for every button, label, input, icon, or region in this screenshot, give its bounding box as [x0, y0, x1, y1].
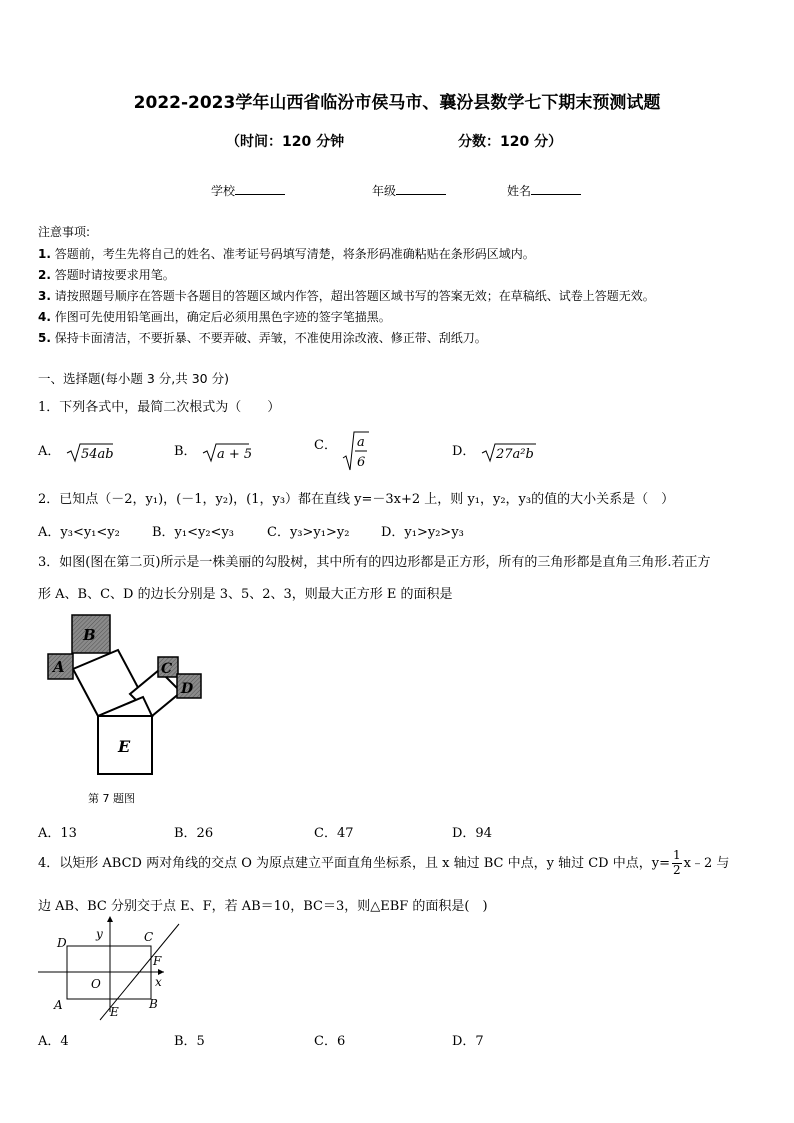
q3-stem-line1: 3．如图(图在第二页)所示是一株美丽的勾股树，其中所有的四边形都是正方形，所有的三角形都是直角三角形.若正方	[38, 555, 711, 570]
q3-option-d[interactable]: D．94	[452, 826, 492, 841]
page-title: 2022-2023学年山西省临汾市侯马市、襄汾县数学七下期末预测试题	[133, 93, 661, 113]
svg-text:y: y	[96, 927, 103, 941]
svg-text:C: C	[144, 930, 154, 944]
q2-option-b[interactable]: B．y₁<y₂<y₃	[152, 525, 235, 540]
section-heading: 一、选择题(每小题 3 分,共 30 分)	[38, 371, 229, 386]
label-b: B	[83, 626, 96, 644]
q4-option-c[interactable]: C．6	[314, 1034, 346, 1049]
q4-stem-line1: 4．以矩形 ABCD 两对角线的交点 O 为原点建立平面直角坐标系，且 x 轴过 BC 中点，y 轴过 CD 中点，y= $\frac{1}{2}$ x﹣2 与	[38, 848, 730, 877]
label-e: E	[118, 737, 131, 756]
note-item: 2. 答题时请按要求用笔。	[38, 268, 175, 282]
q4-option-d[interactable]: D．7	[452, 1034, 484, 1049]
q4-stem-line2: 边 AB、BC 分别交于点 E、F，若 AB＝10，BC＝3，则△EBF 的面积是( )	[38, 899, 488, 914]
q1-stem: 1．下列各式中，最简二次根式为（ ）	[38, 400, 281, 415]
notes-heading: 注意事项:	[38, 225, 91, 239]
svg-text:x: x	[155, 975, 162, 989]
note-item: 5. 保持卡面清洁，不要折暴、不要弄破、弄皱，不准使用涂改液、修正带、刮纸刀。	[38, 331, 487, 345]
svg-text:a: a	[357, 435, 365, 450]
note-item: 4. 作图可先使用铅笔画出，确定后必须用黑色字迹的签字笔描黑。	[38, 310, 391, 324]
q1-option-a[interactable]: A． 54ab	[38, 440, 115, 463]
svg-text:F: F	[153, 954, 162, 968]
q2-option-d[interactable]: D．y₁>y₂>y₃	[381, 525, 464, 540]
q1-option-d[interactable]: D． 27a²b	[452, 440, 538, 463]
q3-option-c[interactable]: C．47	[314, 826, 354, 841]
school-field	[211, 182, 285, 199]
q1-option-b[interactable]: B． a + 5	[174, 440, 251, 463]
exam-score: 分数：120 分）	[458, 134, 563, 150]
rectangle-coordinate-figure	[36, 914, 186, 1022]
name-field	[507, 182, 581, 199]
note-item: 3. 请按照题号顺序在答题卡各题目的答题区域内作答，超出答题区域书写的答案无效；在草稿纸、试卷上答题无效。	[38, 289, 655, 303]
grade-label: 年级	[372, 184, 397, 198]
q4-option-b[interactable]: B．5	[174, 1034, 205, 1049]
exam-time: （时间：120 分钟	[226, 134, 345, 150]
sqrt-icon	[201, 441, 251, 463]
svg-text:B: B	[149, 997, 158, 1011]
sqrt-icon	[480, 441, 538, 463]
svg-text:D: D	[57, 936, 67, 950]
grade-blank[interactable]	[396, 182, 446, 195]
sqrt-fraction-icon	[341, 430, 371, 472]
svg-text:E: E	[110, 1005, 119, 1019]
pythagoras-tree-figure	[40, 612, 210, 784]
note-item: 1. 答题前，考生先将自己的姓名、准考证号码填写清楚，将条形码准确粘贴在条形码区域内。	[38, 247, 535, 261]
label-c: C	[161, 661, 173, 677]
name-blank[interactable]	[531, 182, 581, 195]
name-label: 姓名	[507, 184, 532, 198]
grade-field	[372, 182, 446, 199]
figure-caption: 第 7 题图	[88, 792, 135, 805]
q2-option-c[interactable]: C．y₃>y₁>y₂	[267, 525, 350, 540]
sqrt-icon	[65, 441, 115, 463]
school-label: 学校	[211, 184, 236, 198]
svg-text:A: A	[54, 998, 63, 1012]
svg-text:54ab: 54ab	[80, 446, 114, 462]
y-axis-arrow-icon	[107, 916, 113, 922]
svg-text:6: 6	[357, 455, 366, 470]
svg-text:a + 5: a + 5	[216, 446, 251, 462]
q2-option-a[interactable]: A．y₃<y₁<y₂	[38, 525, 120, 540]
label-d: D	[181, 681, 194, 697]
q3-stem-line2: 形 A、B、C、D 的边长分别是 3、5、2、3，则最大正方形 E 的面积是	[38, 587, 453, 602]
q3-option-b[interactable]: B．26	[174, 826, 214, 841]
svg-text:27a²b: 27a²b	[495, 446, 534, 462]
q2-stem: 2．已知点（－2，y₁)，(－1，y₂)，(1，y₃）都在直线 y=－3x+2 上，则 y₁，y₂，y₃的值的大小关系是（ ）	[38, 492, 675, 507]
svg-text:O: O	[91, 977, 101, 991]
q1-option-c[interactable]: C． a 6	[314, 430, 371, 472]
school-blank[interactable]	[235, 182, 285, 195]
fraction-one-half: $\frac{1}{2}$	[672, 848, 681, 877]
q3-option-a[interactable]: A．13	[38, 826, 77, 841]
label-a: A	[53, 658, 65, 676]
q4-option-a[interactable]: A．4	[38, 1034, 69, 1049]
